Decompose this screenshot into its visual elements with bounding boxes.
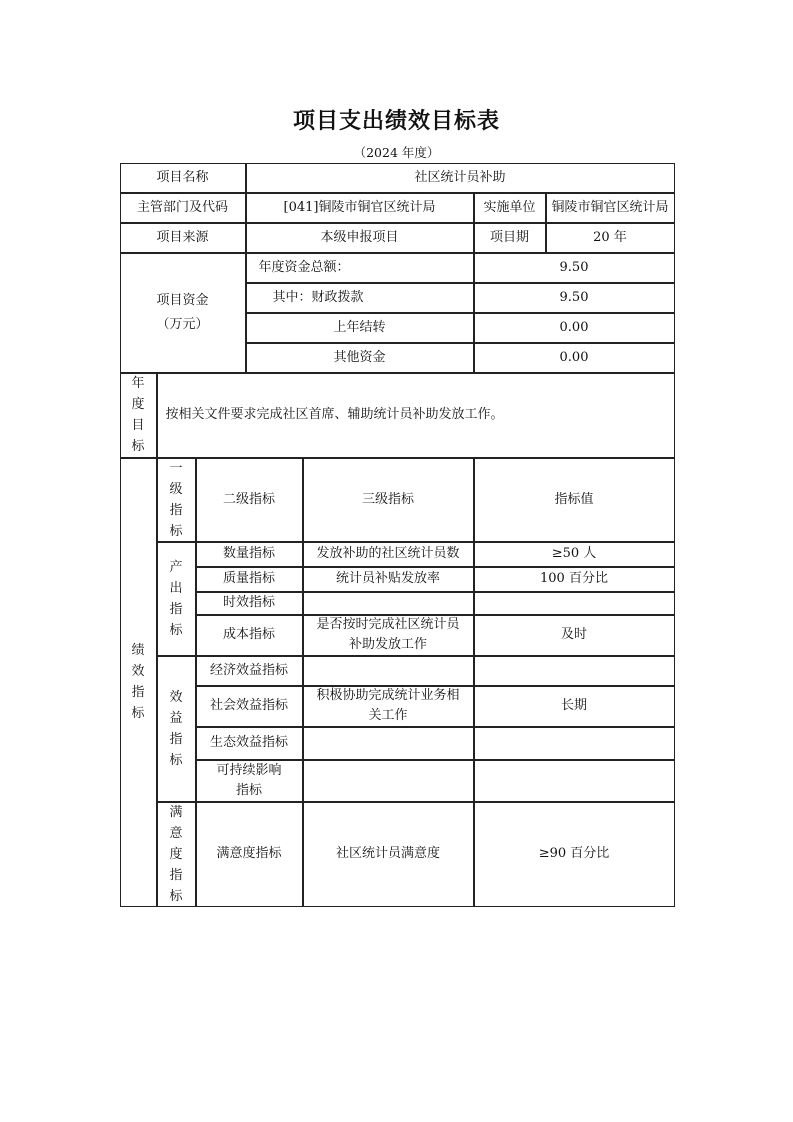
l2-cell: 质量指标 (196, 567, 303, 592)
funds-row-label: 其他资金 (246, 343, 474, 373)
l2-cell: 满意度指标 (196, 802, 303, 907)
l2-cell: 经济效益指标 (196, 656, 303, 686)
header-level2: 二级指标 (196, 458, 303, 542)
goal-text: 按相关文件要求完成社区首席、辅助统计员补助发放工作。 (157, 373, 675, 458)
value-cell: 及时 (474, 615, 675, 656)
header-value: 指标值 (474, 458, 675, 542)
dept-value: [041]铜陵市铜官区统计局 (246, 193, 474, 223)
funds-row-value: 9.50 (474, 283, 675, 313)
name-value: 社区统计员补助 (246, 163, 675, 193)
impl-value: 铜陵市铜官区统计局 (546, 193, 675, 223)
l3-cell (303, 727, 474, 760)
funds-label: 项目资金（万元） (120, 253, 246, 373)
header-level3: 三级指标 (303, 458, 474, 542)
name-label: 项目名称 (120, 163, 246, 193)
l3-cell: 积极协助完成统计业务相关工作 (303, 686, 474, 727)
value-cell (474, 727, 675, 760)
period-value: 20 年 (546, 223, 675, 253)
funds-row-value: 9.50 (474, 253, 675, 283)
funds-row-label: 上年结转 (246, 313, 474, 343)
source-label: 项目来源 (120, 223, 246, 253)
group-benefit: 效益指标 (157, 656, 196, 802)
header-level1: 一级指标 (157, 458, 196, 542)
group-satisfaction: 满意度指标 (157, 802, 196, 907)
funds-row-label: 其中：财政拨款 (246, 283, 474, 313)
value-cell (474, 656, 675, 686)
value-cell: ≥50 人 (474, 542, 675, 567)
dept-label: 主管部门及代码 (120, 193, 246, 223)
value-cell (474, 592, 675, 615)
l2-cell: 可持续影响指标 (196, 760, 303, 802)
value-cell (474, 760, 675, 802)
value-cell: ≥90 百分比 (474, 802, 675, 907)
l2-cell: 社会效益指标 (196, 686, 303, 727)
l3-cell: 发放补助的社区统计员数 (303, 542, 474, 567)
group-output: 产出指标 (157, 542, 196, 656)
period-label: 项目期 (474, 223, 546, 253)
l3-cell (303, 656, 474, 686)
impl-label: 实施单位 (474, 193, 546, 223)
l2-cell: 时效指标 (196, 592, 303, 615)
l2-cell: 生态效益指标 (196, 727, 303, 760)
l2-cell: 成本指标 (196, 615, 303, 656)
l2-cell: 数量指标 (196, 542, 303, 567)
perf-label: 绩效指标 (120, 458, 157, 907)
goal-label: 年度目标 (120, 373, 157, 458)
l3-cell (303, 760, 474, 802)
l3-cell: 统计员补贴发放率 (303, 567, 474, 592)
l3-cell: 社区统计员满意度 (303, 802, 474, 907)
year-subtitle: （2024 年度） (353, 145, 440, 160)
l3-cell: 是否按时完成社区统计员补助发放工作 (303, 615, 474, 656)
value-cell: 100 百分比 (474, 567, 675, 592)
value-cell: 长期 (474, 686, 675, 727)
source-value: 本级申报项目 (246, 223, 474, 253)
l3-cell (303, 592, 474, 615)
funds-row-label: 年度资金总额： (246, 253, 474, 283)
funds-row-value: 0.00 (474, 343, 675, 373)
funds-row-value: 0.00 (474, 313, 675, 343)
page-title: 项目支出绩效目标表 (292, 108, 500, 134)
